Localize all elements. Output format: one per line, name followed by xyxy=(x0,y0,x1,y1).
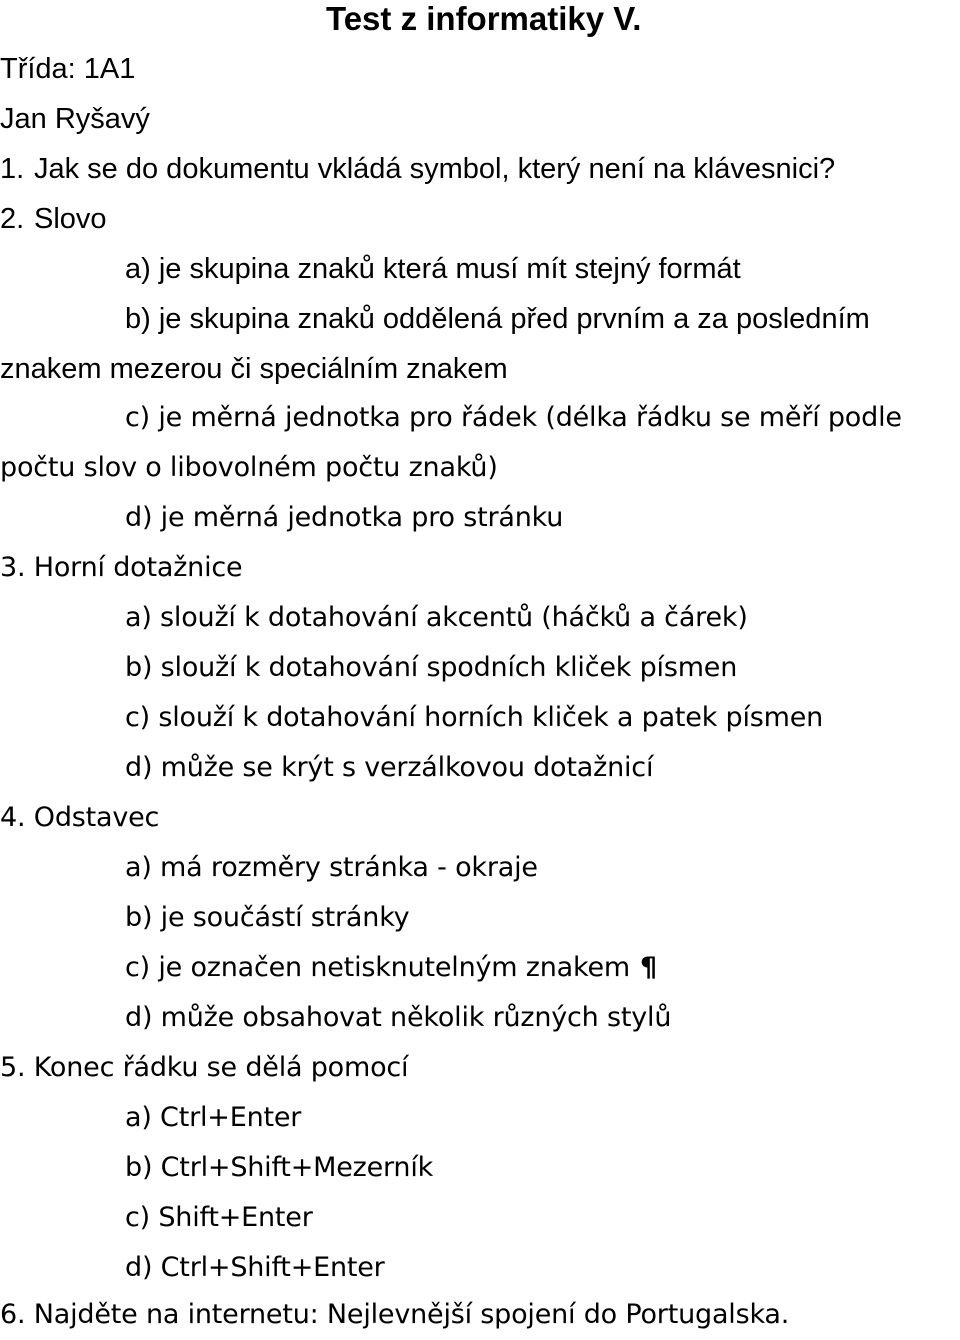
class-line: Třída: 1A1 xyxy=(0,53,136,85)
pilcrow-icon: ¶ xyxy=(640,952,657,983)
page-title: Test z informatiky V. xyxy=(326,0,642,37)
question-2 xyxy=(0,194,107,244)
option-5d: d) Ctrl+Shift+Enter xyxy=(125,1252,385,1283)
question-text: Horní dotažnice xyxy=(33,552,243,583)
option-4a: a) má rozměry stránka - okraje xyxy=(125,852,538,883)
question-4 xyxy=(0,793,159,843)
question-text: Konec řádku se dělá pomocí xyxy=(33,1052,409,1083)
option-2d: d) je měrná jednotka pro stránku xyxy=(125,502,564,533)
question-number: 4. xyxy=(0,802,26,833)
option-5c: c) Shift+Enter xyxy=(125,1202,313,1233)
question-text: Odstavec xyxy=(33,802,160,833)
question-number: 1. xyxy=(0,153,25,185)
option-3c: c) slouží k dotahování horních kliček a patek písmen xyxy=(125,702,824,733)
question-number: 2. xyxy=(0,203,25,235)
option-5a: a) Ctrl+Enter xyxy=(125,1102,302,1133)
option-3a: a) slouží k dotahování akcentů (háčků a čárek) xyxy=(125,602,748,633)
student-name: Jan Ryšavý xyxy=(0,103,150,135)
option-3b: b) slouží k dotahování spodních kliček písmen xyxy=(125,652,738,683)
question-number: 5. xyxy=(0,1052,26,1083)
option-4d: d) může obsahovat několik různých stylů xyxy=(125,1002,672,1033)
option-2b: b) je skupina znaků oddělená před prvním a za posledním xyxy=(125,303,870,335)
option-4b: b) je součástí stránky xyxy=(125,902,410,933)
question-5 xyxy=(0,1043,408,1093)
question-text: Slovo xyxy=(34,203,107,235)
question-text: Najděte na internetu: Nejlevnější spojení do Portugalska. xyxy=(33,1299,790,1330)
option-3d: d) může se krýt s verzálkovou dotažnicí xyxy=(125,752,654,783)
option-2c-continued: počtu slov o libovolném počtu znaků) xyxy=(0,452,498,483)
question-text: Jak se do dokumentu vkládá symbol, který není na klávesnici? xyxy=(34,153,836,185)
question-6 xyxy=(0,1290,789,1340)
question-3 xyxy=(0,543,242,593)
option-2c: c) je měrná jednotka pro řádek (délka řádku se měří podle xyxy=(125,402,902,433)
question-number: 6. xyxy=(0,1299,26,1330)
question-1 xyxy=(0,144,835,194)
option-5b: b) Ctrl+Shift+Mezerník xyxy=(125,1152,434,1183)
option-4c xyxy=(125,943,657,993)
option-2b-continued: znakem mezerou či speciálním znakem xyxy=(0,353,508,385)
option-4c-text: c) je označen netisknutelným znakem xyxy=(125,952,630,983)
question-number: 3. xyxy=(0,552,26,583)
option-2a: a) je skupina znaků která musí mít stejný formát xyxy=(125,253,741,285)
